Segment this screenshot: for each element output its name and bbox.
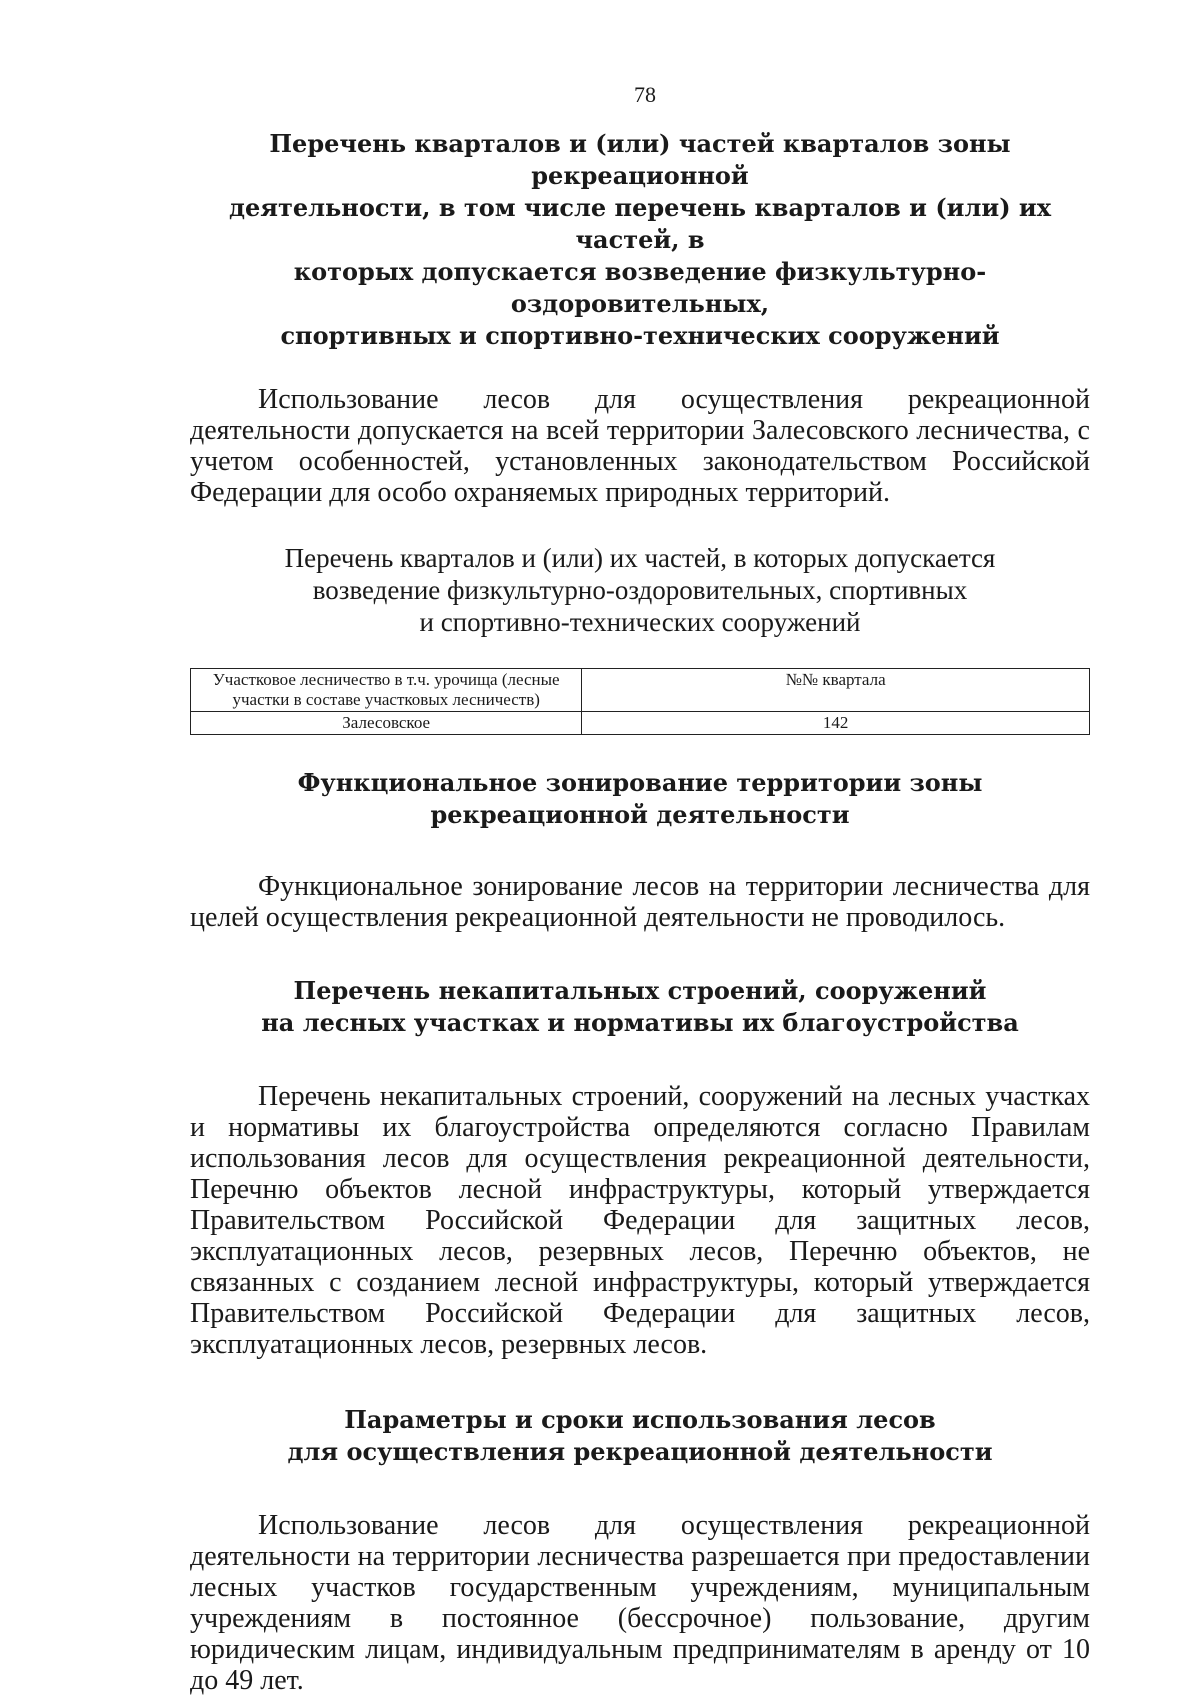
table-header-row: [191, 669, 1090, 712]
header-forestry: Участковое лесничество в т.ч. урочища (лесные участки в составе участковых лесничеств): [191, 669, 582, 712]
section1-heading: [190, 128, 1090, 352]
table-row: [191, 712, 1090, 735]
cell-quarter: 142: [582, 712, 1090, 735]
table-title-line: и спортивно-технических сооружений: [419, 607, 861, 637]
header-quarter-numbers: №№ квартала: [582, 669, 1090, 712]
heading-line: для осуществления рекреационной деятельности: [287, 1437, 993, 1466]
heading-line: спортивных и спортивно-технических сооружений: [280, 321, 1000, 350]
table-title-line: возведение физкультурно-оздоровительных, спортивных: [312, 575, 968, 605]
section3-paragraph: Перечень некапитальных строений, сооружений на лесных участках и нормативы их благоустройства определяются согласно Правилам использования лесов для осуществления рекреационной деятельности, Перечню объектов лесной инфраструктуры, который утверждается Правительством Российской Федерации для защитных лесов, эксплуатационных лесов, резервных лесов, Перечню объектов, не связанных с созданием лесной инфраструктуры, который утверждается Правительством Российской Федерации для защитных лесов, эксплуатационных лесов, резервных лесов.: [190, 1081, 1090, 1360]
heading-line: рекреационной деятельности: [430, 800, 850, 829]
quarters-table: [190, 668, 1090, 735]
heading-line: Перечень некапитальных строений, сооружений: [293, 976, 987, 1005]
heading-line: деятельности, в том числе перечень кварталов и (или) их частей, в: [228, 193, 1052, 254]
section2-paragraph: Функциональное зонирование лесов на территории лесничества для целей осуществления рекреационной деятельности не проводилось.: [190, 871, 1090, 933]
section2-heading: [190, 767, 1090, 831]
page-number: 78: [634, 82, 656, 107]
cell-forestry: Залесовское: [191, 712, 582, 735]
heading-line: Функциональное зонирование территории зоны: [297, 768, 983, 797]
heading-line: Перечень кварталов и (или) частей кварталов зоны рекреационной: [269, 129, 1011, 190]
section4-heading: [190, 1404, 1090, 1468]
section4-paragraph: Использование лесов для осуществления рекреационной деятельности на территории лесничества разрешается при предоставлении лесных участков государственным учреждениям, муниципальным учреждениям в постоянное (бессрочное) пользование, другим юридическим лицам, индивидуальным предпринимателям в аренду от 10 до 49 лет.: [190, 1510, 1090, 1696]
heading-line: которых допускается возведение физкультурно-оздоровительных,: [293, 257, 987, 318]
section3-heading: [190, 975, 1090, 1039]
page-content: [190, 128, 1090, 1696]
heading-line: Параметры и сроки использования лесов: [344, 1405, 936, 1434]
quarters-table-wrapper: [190, 668, 1090, 735]
section1-paragraph: Использование лесов для осуществления рекреационной деятельности допускается на всей территории Залесовского лесничества, с учетом особенностей, установленных законодательством Российской Федерации для особо охраняемых природных территорий.: [190, 384, 1090, 508]
heading-line: на лесных участках и нормативы их благоустройства: [261, 1008, 1019, 1037]
table-title-line: Перечень кварталов и (или) их частей, в которых допускается: [284, 543, 996, 573]
table-title: [190, 542, 1090, 638]
